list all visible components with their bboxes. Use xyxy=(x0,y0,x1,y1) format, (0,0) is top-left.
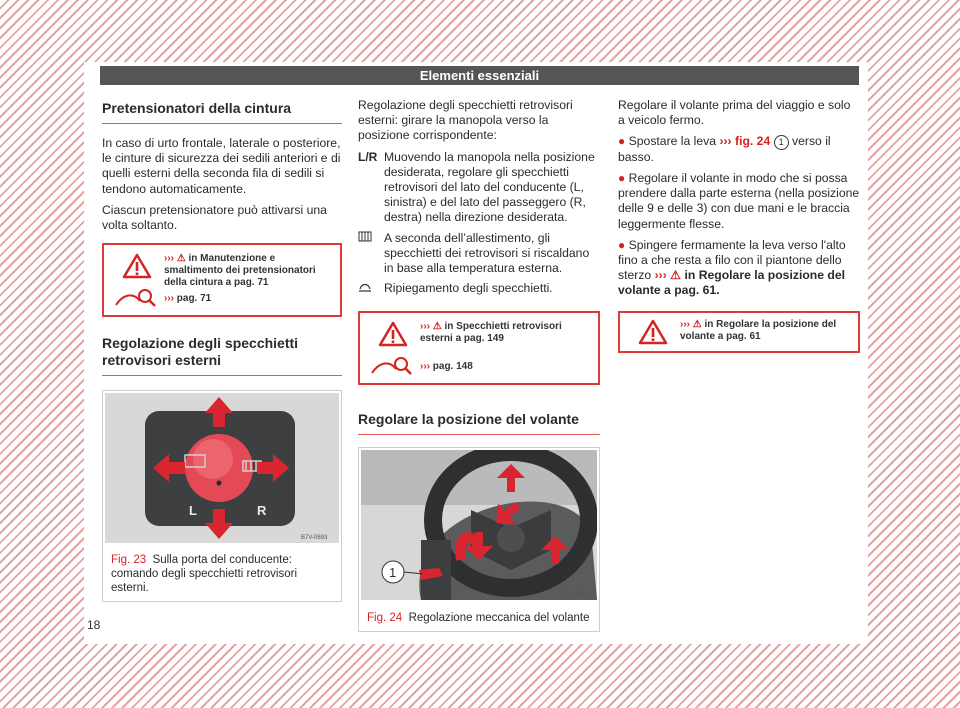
svg-text:L: L xyxy=(189,503,197,519)
heading-pretensioners: Pretensionatori della cintura xyxy=(102,100,342,124)
position-lr-label: L/R xyxy=(358,149,378,164)
warning-triangle-icon xyxy=(122,253,152,279)
mirror-fold-icon xyxy=(358,281,372,293)
list-item: L/R Muovendo la manopola nella posizione desiderata, regolare gli specchietti retrovisori del lato del conducente (L, sinistra) e del lato del passeggero (R, destra) nella direzione desiderata. xyxy=(358,149,595,225)
callout-number: 1 xyxy=(774,135,789,150)
warning-1-text[interactable]: ››› ⚠ in Manutenzione e smaltimento dei pretensionatori della cintura a pag. 71 xyxy=(164,253,316,289)
list-item: ● Regolare il volante in modo che si possa prendere dalla parte esterna (nella posizione delle 9 e delle 3) con due mani e le braccia leggermente flesse. xyxy=(618,170,860,231)
warning-2-text[interactable]: ››› ⚠ in Specchietti retrovisori esterni a pag. 149 xyxy=(420,321,562,345)
list-item: A seconda dell’allestimento, gli specchietti dei retrovisori si riscaldano in base alla temperatura esterna. xyxy=(358,231,600,277)
figure-24-caption: Fig. 24 Regolazione meccanica del volante xyxy=(367,611,590,624)
link-fig-24[interactable]: fig. 24 xyxy=(735,134,771,149)
environment-note-icon xyxy=(114,287,158,309)
svg-text:B7V-0850: B7V-0850 xyxy=(561,592,588,599)
column-2 xyxy=(358,92,600,632)
warning-triangle-icon xyxy=(638,319,668,345)
warning-box-1 xyxy=(102,243,342,317)
figure-24 xyxy=(358,447,600,631)
warning-3-text[interactable]: ››› ⚠ in Regolare la posizione del volante a pag. 61 xyxy=(680,318,837,342)
column-3 xyxy=(618,92,860,363)
bullet-icon: ● xyxy=(618,237,626,252)
steering-wheel-image xyxy=(361,450,597,600)
heading-steering: Regolare la posizione del volante xyxy=(358,411,600,435)
svg-text:1: 1 xyxy=(389,565,397,581)
figure-23-caption: Fig. 23 Sulla porta del conducente: comando degli specchietti retrovisori esterni. xyxy=(111,554,298,595)
list-item: ● Spostare la leva ››› fig. 24 1 verso il basso. xyxy=(618,134,831,164)
arrow-marker-icon: ››› xyxy=(420,361,430,373)
warning-box-2 xyxy=(358,311,600,385)
bullet-icon: ● xyxy=(618,134,626,149)
arrow-marker-icon: ››› xyxy=(164,293,174,305)
warning-2-ref[interactable]: ››› pag. 148 xyxy=(420,361,473,373)
paragraph-steering-intro: Regolare il volante prima del viaggio e solo a veicolo fermo. xyxy=(618,98,851,128)
warning-triangle-icon xyxy=(378,321,408,347)
arrow-marker-icon: ››› xyxy=(719,134,732,149)
page-number: 18 xyxy=(87,618,101,632)
arrow-marker-icon: ››› ⚠ xyxy=(420,321,445,333)
mirror-control-image xyxy=(105,393,339,543)
list-item: ● Spingere fermamente la leva verso l'alto fino a che resta a filo con il piantone dello sterzo ››› ⚠ in Regolare la posizione del volante a pag. 61. xyxy=(618,237,846,298)
bullet-icon: ● xyxy=(618,170,626,185)
paragraph-mirror-intro: Regolazione degli specchietti retrovisori esterni: girare la manopola verso la posizione corrispondente: xyxy=(358,98,573,143)
environment-note-icon xyxy=(370,355,414,377)
warning-1-ref[interactable]: ››› pag. 71 xyxy=(164,293,212,305)
link-steering-safety[interactable]: in Regolare la posizione del volante a pag. 61. xyxy=(618,268,845,298)
arrow-marker-icon: ››› ⚠ xyxy=(164,253,189,265)
mirror-positions-list xyxy=(358,150,600,298)
list-item: Ripiegamento degli specchietti. xyxy=(358,281,600,297)
svg-text:R: R xyxy=(257,503,267,519)
column-1 xyxy=(102,92,342,602)
arrow-marker-icon: ››› ⚠ xyxy=(680,318,705,330)
paragraph-pretensioners-1: In caso di urto frontale, laterale o posteriore, le cinture di sicurezza dei sedili anteriori e di quelli esterni della seconda fila di sedili si tendono automaticamente. xyxy=(102,136,341,196)
heading-mirrors: Regolazione degli specchietti retrovisori esterni xyxy=(102,335,342,376)
svg-text:B7V-0693: B7V-0693 xyxy=(301,535,328,542)
figure-23 xyxy=(102,390,342,602)
paragraph-pretensioners-2: Ciascun pretensionatore può attivarsi una volta soltanto. xyxy=(102,202,327,233)
section-header: Elementi essenziali xyxy=(100,66,859,85)
warning-box-3 xyxy=(618,311,860,353)
mirror-heat-icon xyxy=(358,231,372,243)
arrow-marker-icon: ››› ⚠ xyxy=(654,268,682,283)
